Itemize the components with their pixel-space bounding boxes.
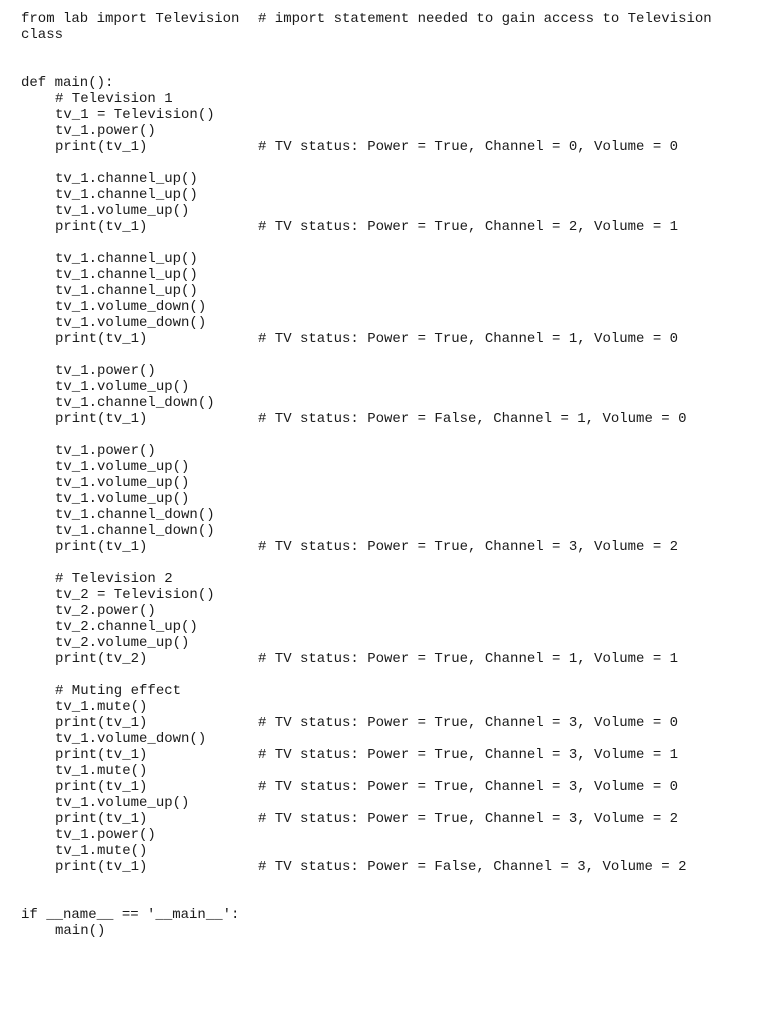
code-line xyxy=(21,539,761,555)
code-text: tv_1.volume_up() xyxy=(55,379,190,395)
code-line xyxy=(21,43,761,59)
code-text: tv_1.channel_down() xyxy=(55,507,215,523)
code-comment: # TV status: Power = False, Channel = 1, Volume = 0 xyxy=(258,411,687,427)
code-text: tv_2 = Television() xyxy=(55,587,215,603)
code-line xyxy=(21,603,761,619)
code-line xyxy=(21,267,761,283)
code-line xyxy=(21,571,761,587)
code-line xyxy=(21,139,761,155)
code-text: tv_1.volume_down() xyxy=(55,315,207,331)
code-text: tv_1.channel_up() xyxy=(55,283,198,299)
code-line xyxy=(21,555,761,571)
code-text: print(tv_1) xyxy=(55,779,148,795)
code-line xyxy=(21,523,761,539)
code-comment: # TV status: Power = True, Channel = 3, Volume = 1 xyxy=(258,747,679,763)
code-line xyxy=(21,683,761,699)
code-text: if __name__ == '__main__': xyxy=(21,907,240,923)
code-text: def main(): xyxy=(21,75,114,91)
code-line xyxy=(21,443,761,459)
code-line xyxy=(21,619,761,635)
code-text: print(tv_1) xyxy=(55,139,148,155)
code-line xyxy=(21,283,761,299)
code-comment: # TV status: Power = True, Channel = 1, Volume = 1 xyxy=(258,651,679,667)
code-comment: # TV status: Power = True, Channel = 3, Volume = 0 xyxy=(258,779,679,795)
code-text: tv_1.power() xyxy=(55,363,156,379)
code-line xyxy=(21,827,761,843)
code-line xyxy=(21,235,761,251)
code-comment: # TV status: Power = True, Channel = 1, Volume = 0 xyxy=(258,331,679,347)
code-text: tv_1.mute() xyxy=(55,843,148,859)
code-line xyxy=(21,363,761,379)
code-text: tv_1.channel_down() xyxy=(55,395,215,411)
code-text: tv_1.channel_up() xyxy=(55,267,198,283)
code-line xyxy=(21,123,761,139)
code-line xyxy=(21,843,761,859)
code-line xyxy=(21,315,761,331)
code-text: tv_1.volume_up() xyxy=(55,203,190,219)
code-text: tv_1.volume_down() xyxy=(55,299,207,315)
code-text: tv_1.mute() xyxy=(55,699,148,715)
code-text: tv_1.power() xyxy=(55,827,156,843)
code-comment: # TV status: Power = True, Channel = 3, Volume = 2 xyxy=(258,811,679,827)
code-line xyxy=(21,155,761,171)
code-text: tv_1.mute() xyxy=(55,763,148,779)
code-comment: # import statement needed to gain access to Television xyxy=(258,11,712,27)
code-line xyxy=(21,331,761,347)
code-text: # Television 1 xyxy=(55,91,173,107)
code-line xyxy=(21,347,761,363)
code-text: tv_1.channel_up() xyxy=(55,251,198,267)
code-text: class xyxy=(21,27,64,43)
code-text: tv_1.volume_up() xyxy=(55,459,190,475)
code-text: print(tv_1) xyxy=(55,539,148,555)
code-text: from lab import Television xyxy=(21,11,240,27)
code-comment: # TV status: Power = True, Channel = 0, Volume = 0 xyxy=(258,139,679,155)
code-line xyxy=(21,251,761,267)
code-line xyxy=(21,203,761,219)
code-line xyxy=(21,747,761,763)
code-comment: # TV status: Power = True, Channel = 3, Volume = 0 xyxy=(258,715,679,731)
code-line xyxy=(21,635,761,651)
code-text: tv_1.volume_up() xyxy=(55,491,190,507)
code-line xyxy=(21,427,761,443)
code-text: print(tv_1) xyxy=(55,859,148,875)
code-text: tv_1.channel_up() xyxy=(55,171,198,187)
code-text: tv_1.power() xyxy=(55,443,156,459)
code-line xyxy=(21,411,761,427)
code-line xyxy=(21,699,761,715)
code-line xyxy=(21,299,761,315)
code-text: tv_1.channel_down() xyxy=(55,523,215,539)
code-line xyxy=(21,459,761,475)
code-line xyxy=(21,219,761,235)
code-text: tv_1.volume_down() xyxy=(55,731,207,747)
code-line xyxy=(21,907,761,923)
code-listing xyxy=(21,11,761,939)
code-text: print(tv_1) xyxy=(55,219,148,235)
code-line xyxy=(21,795,761,811)
code-text: print(tv_1) xyxy=(55,811,148,827)
code-line xyxy=(21,587,761,603)
code-line xyxy=(21,171,761,187)
code-line xyxy=(21,875,761,891)
code-text: main() xyxy=(55,923,106,939)
code-text: # Muting effect xyxy=(55,683,182,699)
code-line xyxy=(21,891,761,907)
code-text: tv_1.power() xyxy=(55,123,156,139)
code-line xyxy=(21,75,761,91)
code-line xyxy=(21,811,761,827)
code-comment: # TV status: Power = True, Channel = 2, Volume = 1 xyxy=(258,219,679,235)
code-line xyxy=(21,11,761,27)
code-text: # Television 2 xyxy=(55,571,173,587)
code-line xyxy=(21,651,761,667)
code-text: tv_2.power() xyxy=(55,603,156,619)
code-line xyxy=(21,923,761,939)
code-line xyxy=(21,715,761,731)
code-text: tv_1.volume_up() xyxy=(55,795,190,811)
code-text: print(tv_1) xyxy=(55,715,148,731)
code-line xyxy=(21,763,761,779)
code-text: print(tv_2) xyxy=(55,651,148,667)
code-text: print(tv_1) xyxy=(55,411,148,427)
code-line xyxy=(21,731,761,747)
code-text: tv_1.volume_up() xyxy=(55,475,190,491)
code-line xyxy=(21,379,761,395)
code-line xyxy=(21,27,761,43)
code-text: tv_1.channel_up() xyxy=(55,187,198,203)
code-line xyxy=(21,507,761,523)
code-line xyxy=(21,187,761,203)
code-line xyxy=(21,859,761,875)
code-line xyxy=(21,491,761,507)
code-text: tv_2.volume_up() xyxy=(55,635,190,651)
code-text: tv_1 = Television() xyxy=(55,107,215,123)
code-line xyxy=(21,779,761,795)
code-line xyxy=(21,91,761,107)
code-text: print(tv_1) xyxy=(55,747,148,763)
code-comment: # TV status: Power = False, Channel = 3, Volume = 2 xyxy=(258,859,687,875)
code-line xyxy=(21,667,761,683)
code-text: tv_2.channel_up() xyxy=(55,619,198,635)
code-comment: # TV status: Power = True, Channel = 3, Volume = 2 xyxy=(258,539,679,555)
code-line xyxy=(21,395,761,411)
code-line xyxy=(21,59,761,75)
code-line xyxy=(21,475,761,491)
code-line xyxy=(21,107,761,123)
code-text: print(tv_1) xyxy=(55,331,148,347)
